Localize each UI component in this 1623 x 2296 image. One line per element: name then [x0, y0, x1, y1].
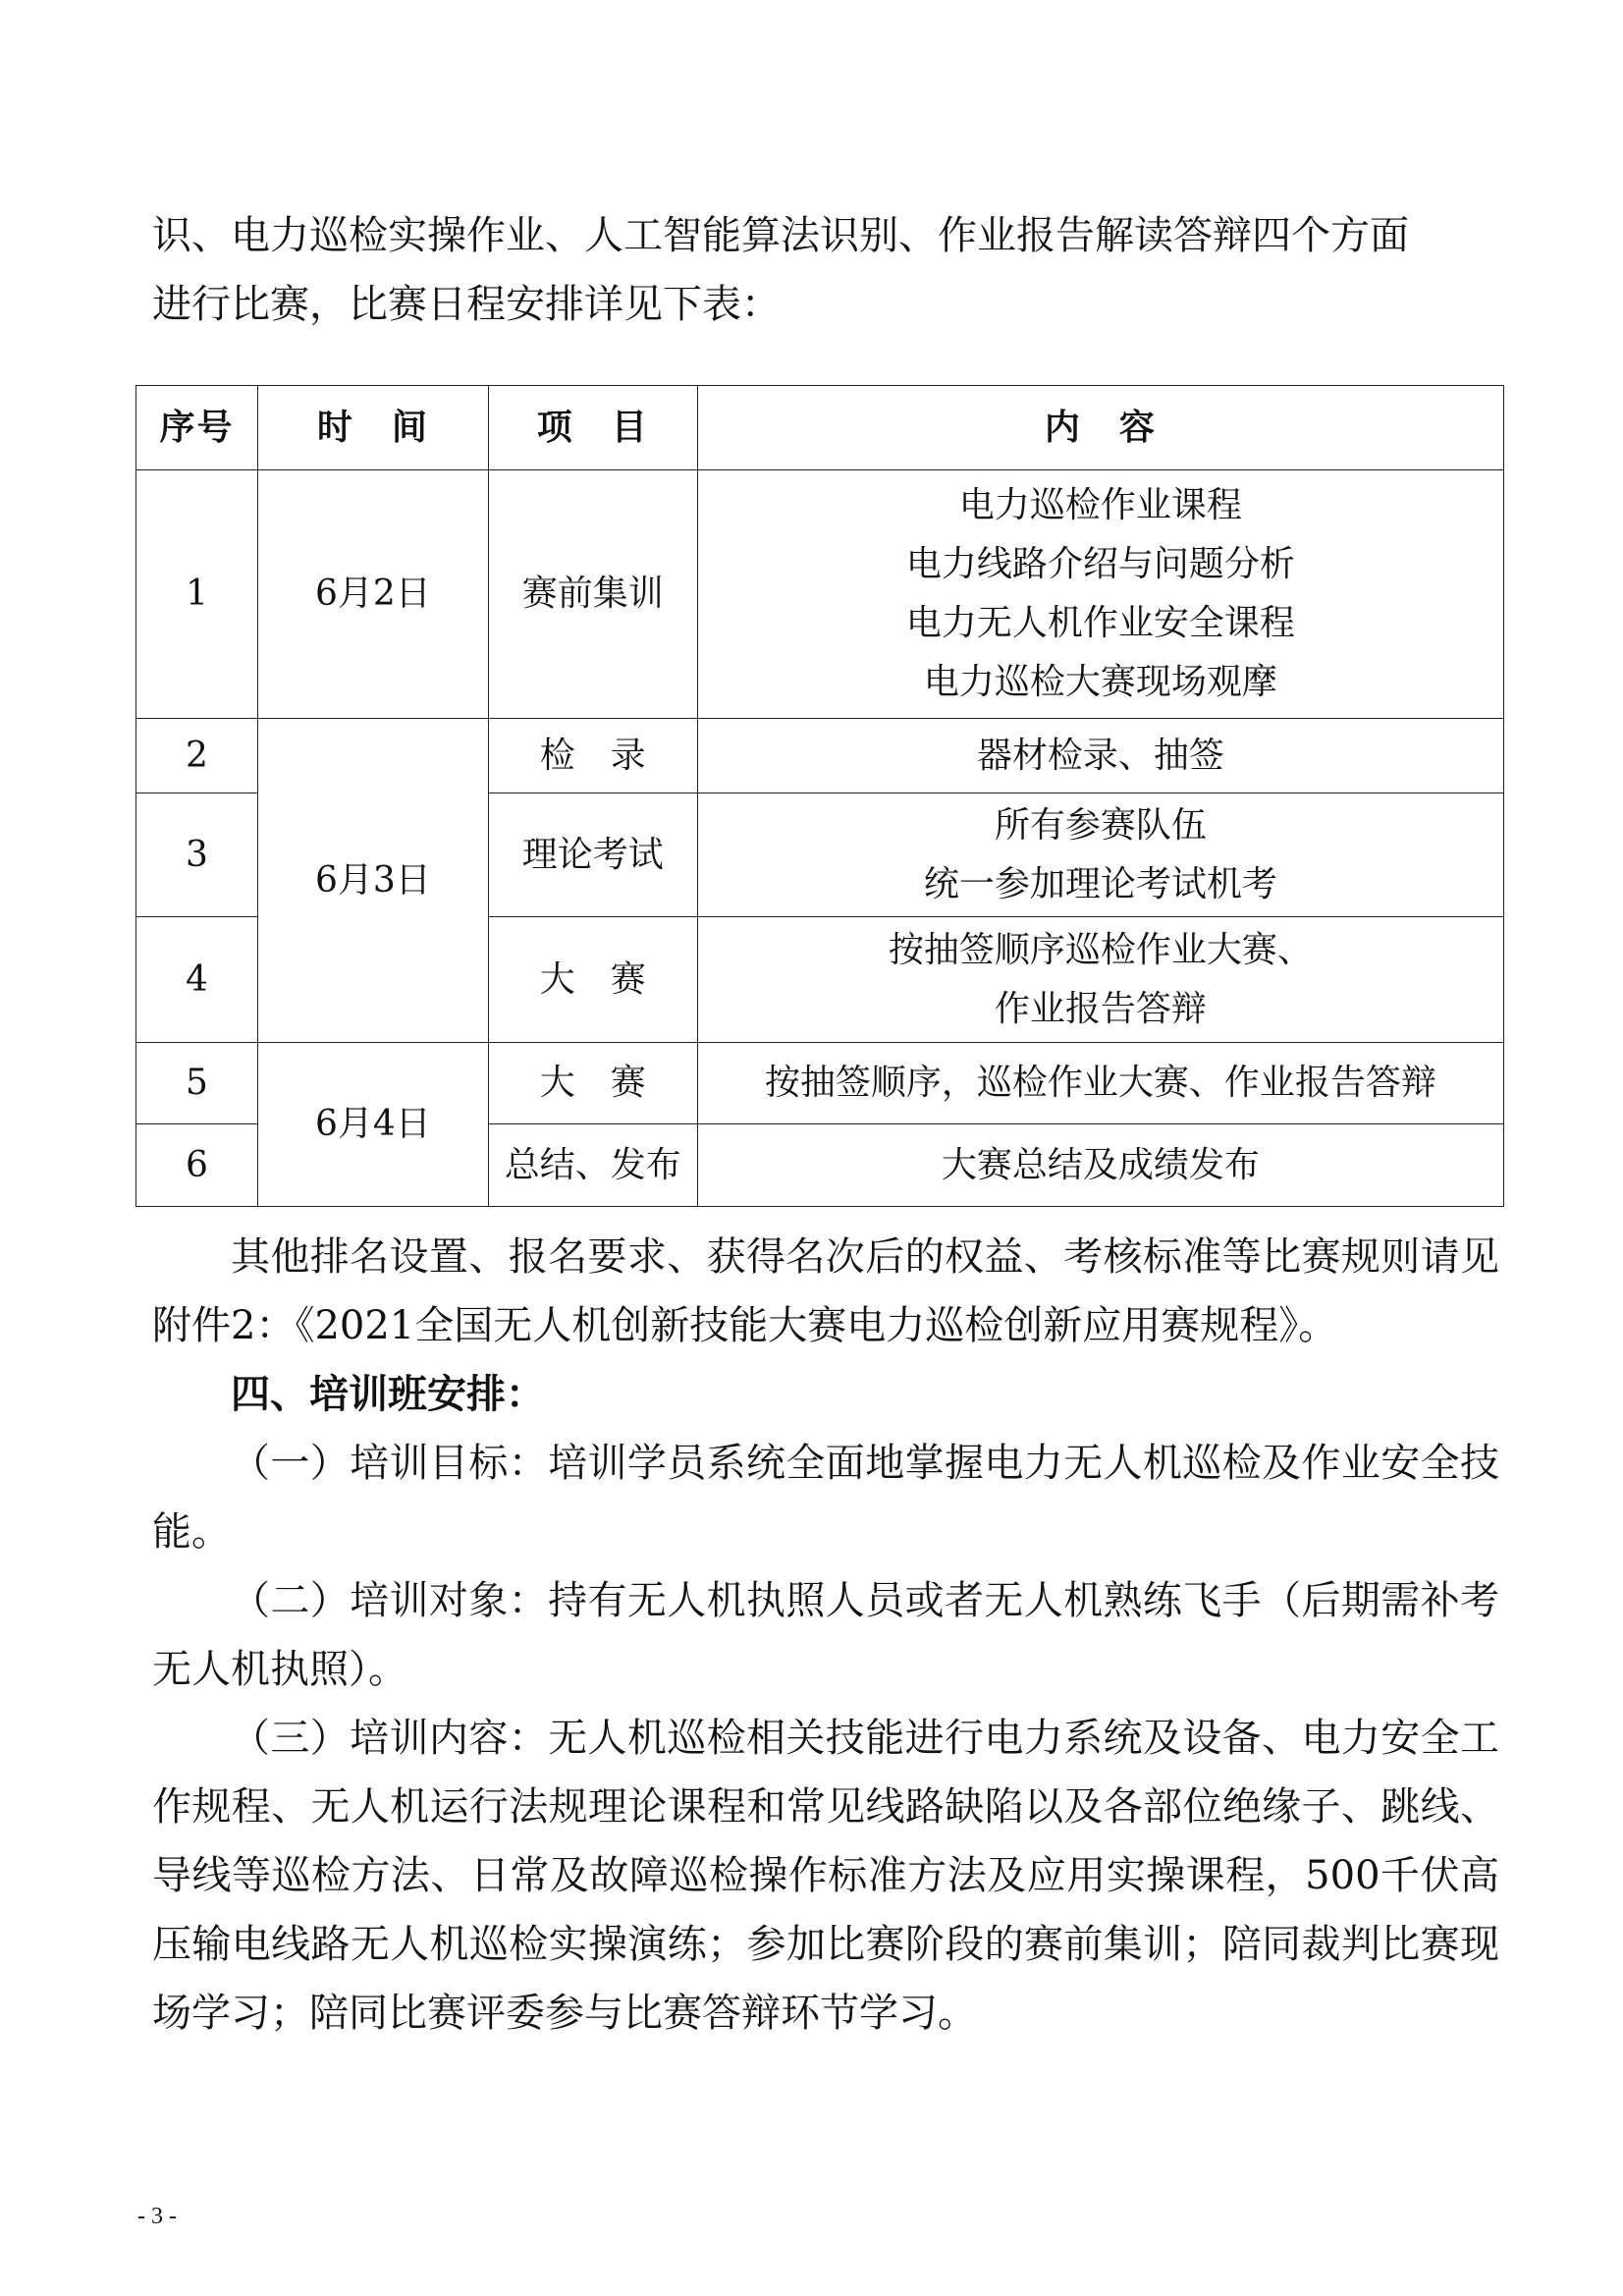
content-line: 按抽签顺序，巡检作业大赛、作业报告答辩 [764, 1063, 1436, 1103]
table-row [136, 470, 1504, 719]
content-line: 电力线路介绍与问题分析 [905, 544, 1295, 584]
table-row [136, 1043, 1504, 1124]
row-no: 2 [136, 719, 258, 793]
row-no: 3 [136, 793, 258, 917]
row-date: 6月3日 [257, 719, 488, 1043]
row-no: 1 [136, 470, 258, 719]
content-line: 按抽签顺序巡检作业大赛、 [888, 929, 1313, 970]
content-line: 电力无人机作业安全课程 [905, 603, 1295, 643]
row-no: 5 [136, 1043, 258, 1124]
intro-paragraph [152, 201, 1499, 339]
rules-paragraph: 其他排名设置、报名要求、获得名次后的权益、考核标准等比赛规则请见附件2：《2021全国无人机创新技能大赛电力巡检创新应用赛规程》。 [152, 1234, 1499, 1348]
row-item: 检 录 [488, 719, 697, 793]
row-content [697, 917, 1503, 1043]
row-no: 4 [136, 917, 258, 1043]
row-date: 6月4日 [257, 1043, 488, 1207]
header-item: 项 目 [488, 386, 697, 470]
header-content: 内 容 [697, 386, 1503, 470]
content-line: 电力巡检作业课程 [958, 485, 1242, 525]
content-line: 器材检录、抽签 [976, 735, 1224, 776]
schedule-table [135, 385, 1504, 1207]
row-date: 6月2日 [257, 470, 488, 719]
row-item: 赛前集训 [488, 470, 697, 719]
content-line: 作业报告答辩 [994, 988, 1207, 1029]
header-time: 时 间 [257, 386, 488, 470]
row-content [697, 470, 1503, 719]
content-line: 大赛总结及成绩发布 [941, 1144, 1260, 1185]
row-content [697, 1124, 1503, 1207]
header-no: 序号 [136, 386, 258, 470]
training-content: （三）培训内容：无人机巡检相关技能进行电力系统及设备、电力安全工作规程、无人机运行法规理论课程和常见线路缺陷以及各部位绝缘子、跳线、导线等巡检方法、日常及故障巡检操作标准方法及应用实操课程，500千伏高压输电线路无人机巡检实操演练；参加比赛阶段的赛前集训；陪同裁判比赛现场学习；陪同比赛评委参与比赛答辩环节学习。 [152, 1716, 1499, 2036]
row-item: 大 赛 [488, 1043, 697, 1124]
row-content [697, 1043, 1503, 1124]
table-row [136, 719, 1504, 793]
content-line: 统一参加理论考试机考 [923, 863, 1277, 904]
section-4-heading: 四、培训班安排： [231, 1372, 545, 1417]
content-line: 电力巡检大赛现场观摩 [923, 662, 1277, 702]
content-line: 所有参赛队伍 [994, 804, 1207, 846]
row-item: 理论考试 [488, 793, 697, 917]
training-target: （一）培训目标：培训学员系统全面地掌握电力无人机巡检及作业安全技能。 [152, 1441, 1499, 1555]
row-content [697, 793, 1503, 917]
intro-line-2: 进行比赛，比赛日程安排详见下表： [152, 282, 781, 327]
section-heading [152, 1360, 1499, 1429]
row-content [697, 719, 1503, 793]
row-item: 大 赛 [488, 917, 697, 1043]
table-header-row [136, 386, 1504, 470]
row-no: 6 [136, 1124, 258, 1207]
page-number: - 3 - [137, 2204, 177, 2229]
row-item: 总结、发布 [488, 1124, 697, 1207]
intro-line-1: 识、电力巡检实操作业、人工智能算法识别、作业报告解读答辩四个方面 [152, 213, 1409, 258]
training-audience: （二）培训对象：持有无人机执照人员或者无人机熟练飞手（后期需补考无人机执照）。 [152, 1578, 1499, 1692]
